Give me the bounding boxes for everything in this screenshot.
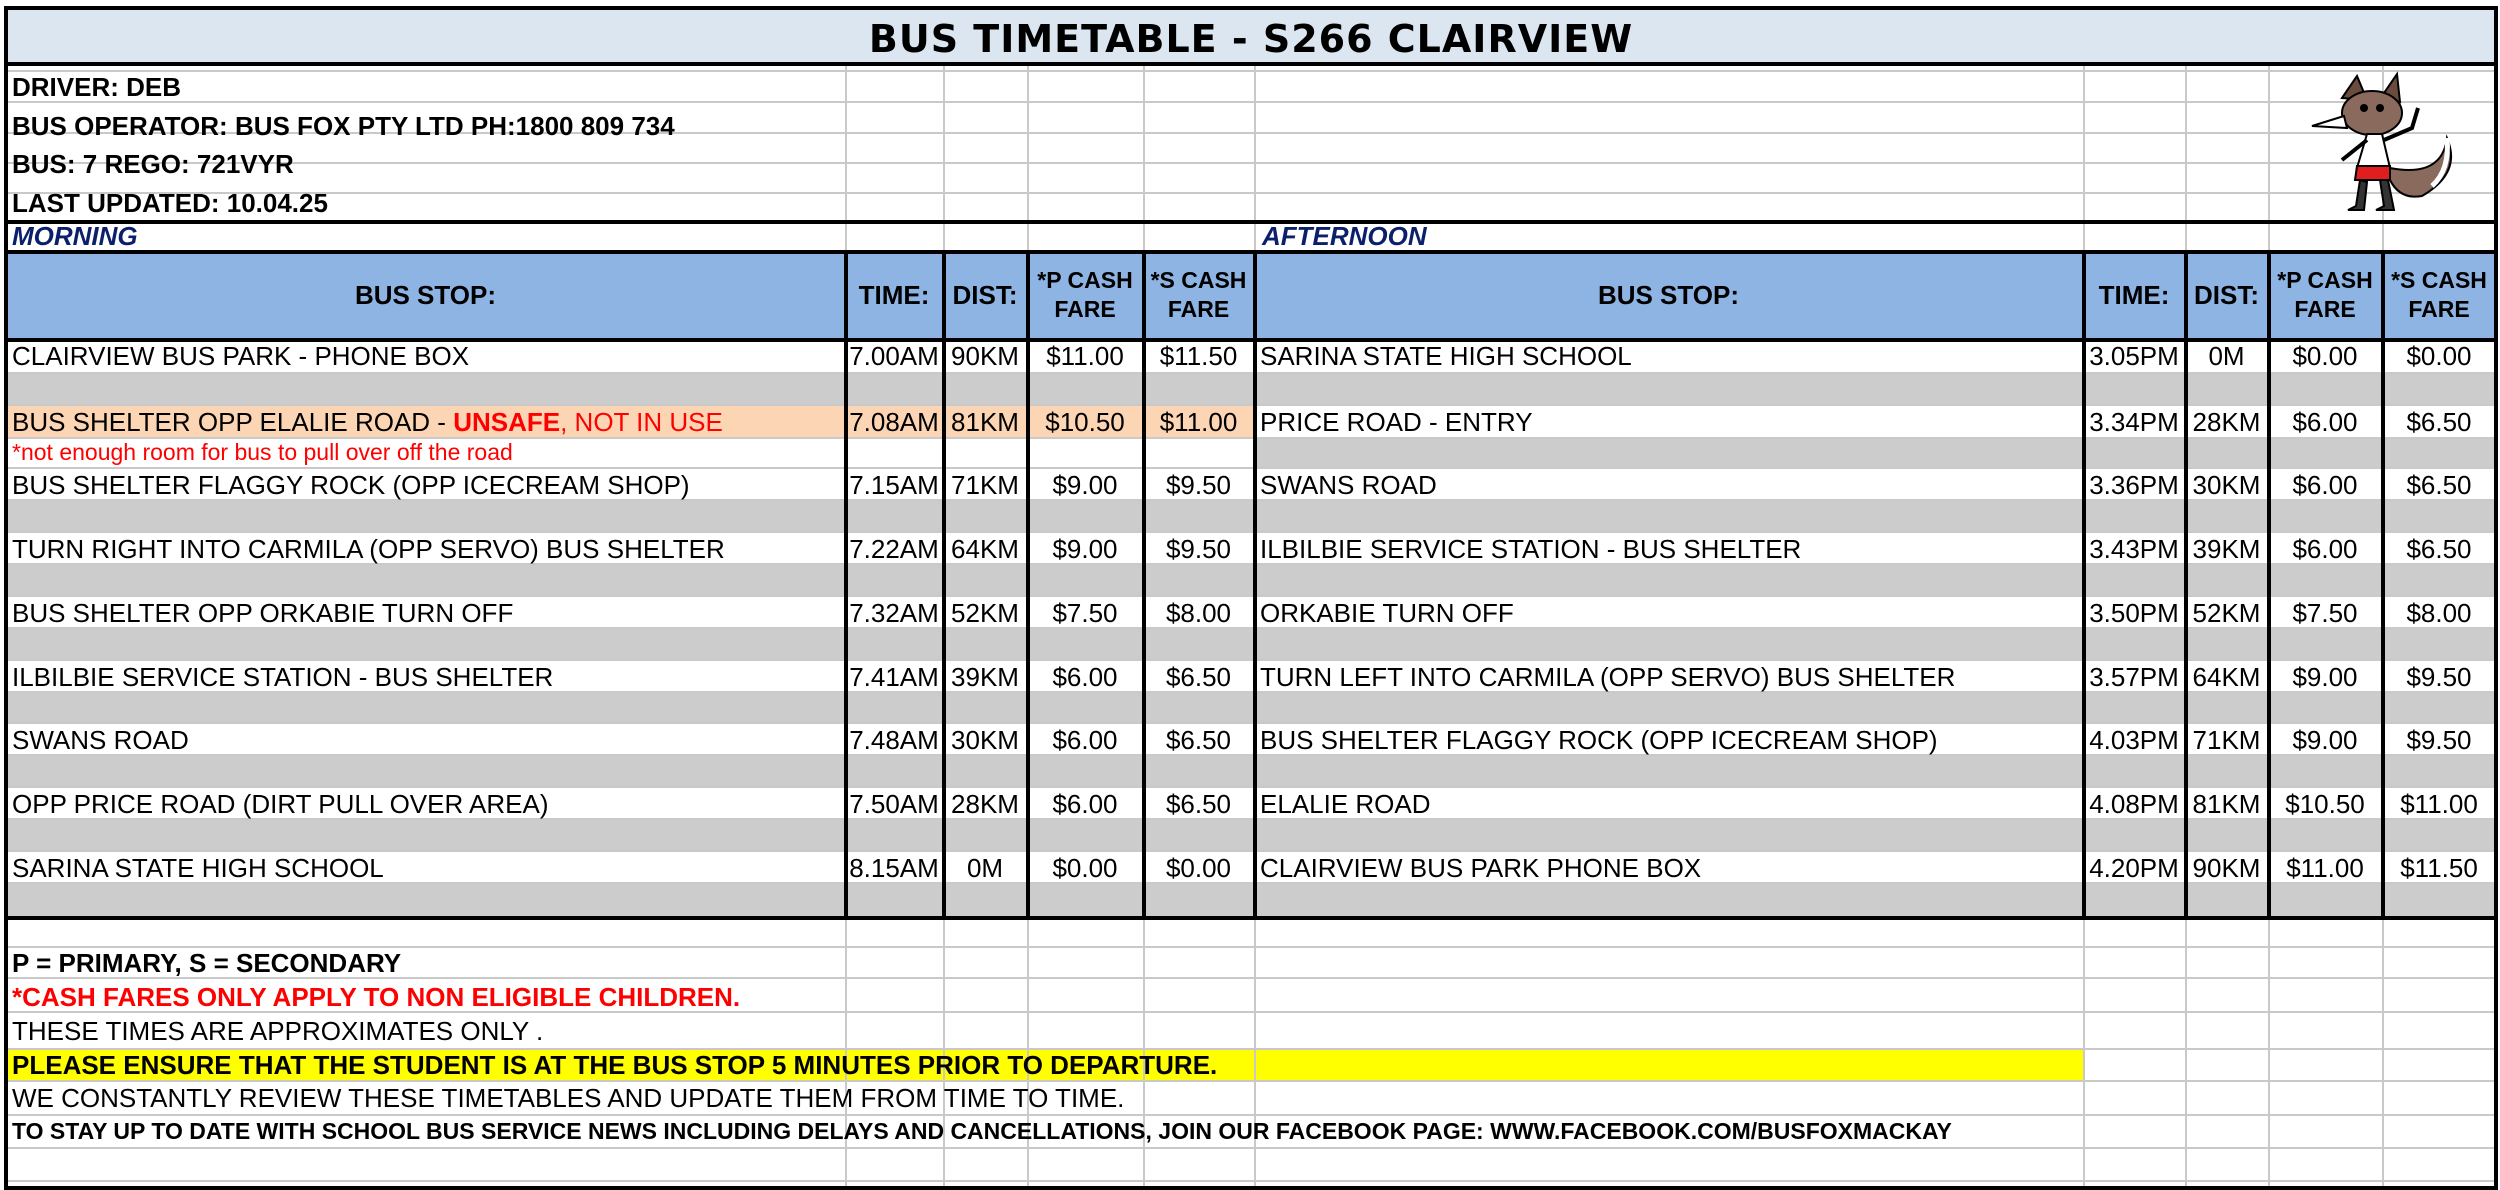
header-bus-stop-afternoon: BUS STOP: bbox=[1597, 280, 1740, 310]
time-morning: 7.50AM bbox=[849, 789, 939, 819]
s-fare-afternoon: $6.50 bbox=[2406, 470, 2472, 500]
header-s-fare-morning bbox=[1143, 254, 1254, 336]
s-fare-afternoon: $8.00 bbox=[2406, 598, 2472, 628]
header-s-fare-line1: *S CASH bbox=[2391, 267, 2487, 294]
time-morning: 7.15AM bbox=[849, 470, 939, 500]
border-hline bbox=[4, 1186, 2498, 1190]
stop-name-morning: ILBILBIE SERVICE STATION - BUS SHELTER bbox=[12, 662, 554, 692]
header-time-afternoon: TIME: bbox=[2098, 280, 2170, 310]
stop-name-afternoon: ELALIE ROAD bbox=[1260, 789, 1431, 819]
p-fare-morning: $7.50 bbox=[1052, 598, 1118, 628]
p-fare-morning: $6.00 bbox=[1052, 789, 1118, 819]
s-fare-afternoon: $9.50 bbox=[2406, 725, 2472, 755]
distance-morning: 64KM bbox=[951, 534, 1019, 564]
p-fare-afternoon: $9.00 bbox=[2292, 725, 2358, 755]
section-afternoon: AFTERNOON bbox=[1262, 223, 1427, 249]
time-morning: 7.00AM bbox=[849, 341, 939, 371]
time-morning: 7.48AM bbox=[849, 725, 939, 755]
s-fare-afternoon: $11.50 bbox=[2400, 853, 2478, 883]
header-p-fare-line1: *P CASH bbox=[2277, 267, 2373, 294]
p-fare-morning: $11.00 bbox=[1046, 341, 1124, 371]
time-afternoon: 3.34PM bbox=[2089, 407, 2179, 437]
header-dist-morning: DIST: bbox=[952, 280, 1018, 310]
stop-name-part: BUS SHELTER OPP ELALIE ROAD - bbox=[12, 407, 454, 437]
distance-afternoon: 39KM bbox=[2192, 534, 2261, 564]
s-fare-morning: $0.00 bbox=[1165, 853, 1232, 883]
spacer-row bbox=[6, 691, 2496, 722]
review-note: WE CONSTANTLY REVIEW THESE TIMETABLES AND UPDATE THEM FROM TIME TO TIME. bbox=[12, 1083, 1125, 1113]
distance-morning: 81KM bbox=[951, 407, 1019, 437]
stop-name-morning: BUS SHELTER OPP ORKABIE TURN OFF bbox=[12, 598, 514, 628]
stop-name-morning: BUS SHELTER FLAGGY ROCK (OPP ICECREAM SHOP) bbox=[12, 470, 690, 500]
header-s-fare-line2: FARE bbox=[1167, 296, 1230, 322]
legend-note: P = PRIMARY, S = SECONDARY bbox=[12, 948, 402, 978]
header-dist-afternoon: DIST: bbox=[2194, 280, 2259, 310]
p-fare-morning: $9.00 bbox=[1052, 470, 1118, 500]
border-hline bbox=[4, 6, 2498, 10]
time-afternoon: 3.57PM bbox=[2089, 662, 2179, 692]
distance-morning: 0M bbox=[966, 853, 1004, 883]
stop-name-afternoon: BUS SHELTER FLAGGY ROCK (OPP ICECREAM SHOP) bbox=[1260, 725, 1938, 755]
operator-label: BUS OPERATOR: BUS FOX PTY LTD PH:1800 809 734 bbox=[12, 111, 675, 141]
fox-mascot-icon bbox=[2272, 68, 2496, 218]
p-fare-afternoon: $6.00 bbox=[2292, 470, 2358, 500]
p-fare-afternoon: $6.00 bbox=[2292, 534, 2358, 564]
spacer-row bbox=[6, 818, 2496, 850]
distance-morning: 30KM bbox=[951, 725, 1019, 755]
distance-morning: 52KM bbox=[951, 598, 1019, 628]
p-fare-morning: $9.00 bbox=[1052, 534, 1118, 564]
distance-morning: 28KM bbox=[951, 789, 1019, 819]
header-bus-stop-morning: BUS STOP: bbox=[354, 280, 497, 310]
s-fare-morning: $11.00 bbox=[1159, 407, 1238, 437]
distance-morning: 39KM bbox=[951, 662, 1019, 692]
stop-name-morning: CLAIRVIEW BUS PARK - PHONE BOX bbox=[12, 341, 470, 371]
time-afternoon: 4.08PM bbox=[2089, 789, 2179, 819]
header-s-fare-line1: *S CASH bbox=[1150, 267, 1247, 294]
p-fare-afternoon: $9.00 bbox=[2292, 662, 2358, 692]
s-fare-morning: $9.50 bbox=[1165, 534, 1232, 564]
stop-name-afternoon: ORKABIE TURN OFF bbox=[1260, 598, 1514, 628]
stop-name-morning: SARINA STATE HIGH SCHOOL bbox=[12, 853, 384, 883]
time-morning: 8.15AM bbox=[849, 853, 939, 883]
s-fare-morning: $6.50 bbox=[1165, 725, 1232, 755]
time-afternoon: 4.20PM bbox=[2089, 853, 2179, 883]
stop-name-afternoon: CLAIRVIEW BUS PARK PHONE BOX bbox=[1260, 853, 1702, 883]
unsafe-label: UNSAFE bbox=[453, 407, 561, 437]
facebook-note: TO STAY UP TO DATE WITH SCHOOL BUS SERVICE NEWS INCLUDING DELAYS AND CANCELLATIONS, JOIN OUR FACEBOOK PAGE: WWW.FACEBOOK.COM/BUSFOXMACKAY bbox=[12, 1117, 1952, 1144]
spacer-row bbox=[6, 372, 2496, 404]
stop-name-morning: SWANS ROAD bbox=[12, 725, 189, 755]
s-fare-morning: $11.50 bbox=[1159, 341, 1238, 371]
bus-label: BUS: 7 REGO: 721VYR bbox=[12, 149, 294, 179]
spacer-row bbox=[6, 882, 2496, 916]
p-fare-morning: $10.50 bbox=[1045, 407, 1125, 437]
distance-afternoon: 71KM bbox=[2192, 725, 2261, 755]
time-afternoon: 3.36PM bbox=[2089, 470, 2179, 500]
border-hline bbox=[4, 916, 2498, 920]
header-s-fare-afternoon bbox=[2382, 254, 2496, 336]
p-fare-afternoon: $0.00 bbox=[2292, 341, 2358, 371]
unsafe-note: *not enough room for bus to pull over off the road bbox=[12, 439, 513, 465]
time-morning: 7.32AM bbox=[849, 598, 939, 628]
updated-label: LAST UPDATED: 10.04.25 bbox=[12, 188, 328, 218]
s-fare-morning: $9.50 bbox=[1165, 470, 1232, 500]
not-in-use-label: , NOT IN USE bbox=[560, 407, 723, 437]
s-fare-afternoon: $6.50 bbox=[2406, 534, 2472, 564]
stop-name-afternoon: PRICE ROAD - ENTRY bbox=[1260, 407, 1533, 437]
s-fare-morning: $6.50 bbox=[1165, 662, 1232, 692]
p-fare-afternoon: $11.00 bbox=[2286, 853, 2364, 883]
grid-hline bbox=[6, 1180, 2496, 1182]
stop-name-afternoon: SARINA STATE HIGH SCHOOL bbox=[1260, 341, 1632, 371]
time-morning: 7.22AM bbox=[849, 534, 939, 564]
time-afternoon: 3.50PM bbox=[2089, 598, 2179, 628]
p-fare-afternoon: $10.50 bbox=[2285, 789, 2365, 819]
distance-afternoon: 0M bbox=[2208, 341, 2245, 371]
header-time-morning: TIME: bbox=[858, 280, 930, 310]
s-fare-afternoon: $11.00 bbox=[2400, 789, 2478, 819]
time-afternoon: 4.03PM bbox=[2089, 725, 2179, 755]
s-fare-morning: $6.50 bbox=[1165, 789, 1232, 819]
stop-name-morning: OPP PRICE ROAD (DIRT PULL OVER AREA) bbox=[12, 789, 549, 819]
header-p-fare-line2: FARE bbox=[1054, 296, 1116, 322]
spacer-row bbox=[6, 627, 2496, 659]
time-afternoon: 3.05PM bbox=[2089, 341, 2179, 371]
p-fare-morning: $6.00 bbox=[1052, 725, 1118, 755]
distance-morning: 90KM bbox=[951, 341, 1019, 371]
time-morning: 7.41AM bbox=[849, 662, 939, 692]
header-p-fare-line1: *P CASH bbox=[1037, 267, 1133, 294]
p-fare-afternoon: $7.50 bbox=[2292, 598, 2358, 628]
grid-hline bbox=[6, 1147, 2496, 1149]
stop-name-afternoon: TURN LEFT INTO CARMILA (OPP SERVO) BUS SHELTER bbox=[1260, 662, 1956, 692]
distance-afternoon: 81KM bbox=[2192, 789, 2261, 819]
distance-afternoon: 28KM bbox=[2192, 407, 2261, 437]
s-fare-afternoon: $0.00 bbox=[2406, 341, 2472, 371]
distance-afternoon: 64KM bbox=[2192, 662, 2261, 692]
p-fare-morning: $6.00 bbox=[1052, 662, 1118, 692]
s-fare-afternoon: $6.50 bbox=[2406, 407, 2472, 437]
driver-label: DRIVER: DEB bbox=[12, 72, 182, 102]
ensure-note: PLEASE ENSURE THAT THE STUDENT IS AT THE BUS STOP 5 MINUTES PRIOR TO DEPARTURE. bbox=[12, 1050, 1218, 1080]
distance-afternoon: 52KM bbox=[2192, 598, 2261, 628]
s-fare-morning: $8.00 bbox=[1165, 598, 1232, 628]
stop-name-morning: TURN RIGHT INTO CARMILA (OPP SERVO) BUS SHELTER bbox=[12, 534, 725, 564]
p-fare-morning: $0.00 bbox=[1052, 853, 1118, 883]
section-morning: MORNING bbox=[12, 223, 138, 249]
p-fare-afternoon: $6.00 bbox=[2292, 407, 2358, 437]
distance-afternoon: 30KM bbox=[2192, 470, 2261, 500]
spacer-row bbox=[6, 754, 2496, 786]
s-fare-afternoon: $9.50 bbox=[2406, 662, 2472, 692]
spacer-row bbox=[6, 499, 2496, 531]
cash-fare-note: *CASH FARES ONLY APPLY TO NON ELIGIBLE CHILDREN. bbox=[12, 982, 741, 1012]
spacer-row bbox=[6, 563, 2496, 595]
stop-name-morning bbox=[6, 405, 845, 439]
header-s-fare-line2: FARE bbox=[2408, 296, 2470, 322]
header-p-fare-afternoon bbox=[2268, 254, 2382, 336]
stop-name-afternoon: SWANS ROAD bbox=[1260, 470, 1437, 500]
header-p-fare-line2: FARE bbox=[2294, 296, 2356, 322]
approx-note: THESE TIMES ARE APPROXIMATES ONLY . bbox=[12, 1016, 544, 1046]
header-p-fare-morning bbox=[1027, 254, 1143, 336]
time-morning: 7.08AM bbox=[849, 407, 939, 437]
distance-morning: 71KM bbox=[951, 470, 1019, 500]
time-afternoon: 3.43PM bbox=[2089, 534, 2179, 564]
stop-name-afternoon: ILBILBIE SERVICE STATION - BUS SHELTER bbox=[1260, 534, 1802, 564]
page-title: BUS TIMETABLE - S266 CLAIRVIEW bbox=[868, 17, 1634, 61]
distance-afternoon: 90KM bbox=[2192, 853, 2261, 883]
